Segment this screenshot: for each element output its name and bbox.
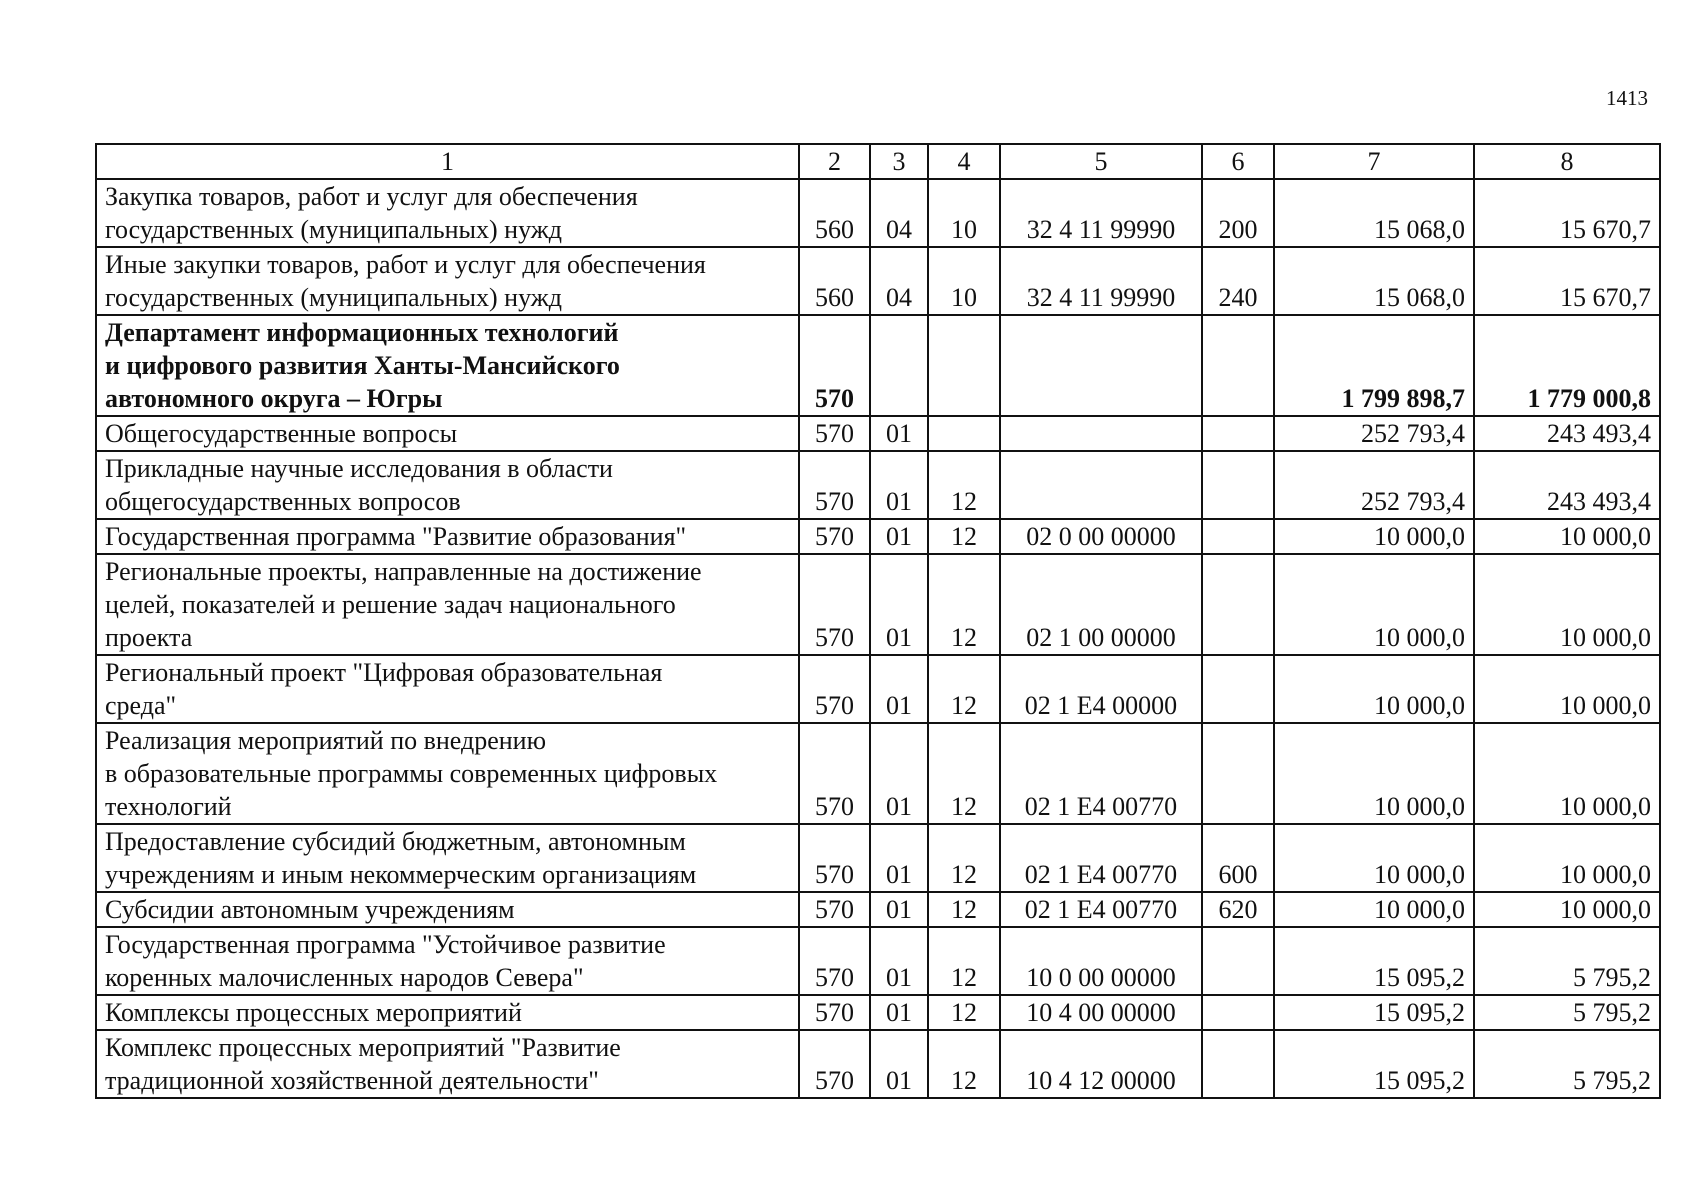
cell-amount-year2: 10 000,0: [1474, 723, 1660, 824]
cell-ministry-code: 570: [799, 451, 870, 519]
cell-name: Региональный проект "Цифровая образовательная среда": [96, 655, 799, 723]
cell-amount-year2: 15 670,7: [1474, 179, 1660, 247]
cell-name: Субсидии автономным учреждениям: [96, 892, 799, 927]
cell-ministry-code: 560: [799, 179, 870, 247]
cell-expense-type: [1202, 554, 1274, 655]
cell-expense-type: [1202, 1030, 1274, 1098]
cell-ministry-code: 570: [799, 655, 870, 723]
cell-section: 01: [870, 927, 928, 995]
cell-subsection: 12: [928, 723, 1000, 824]
cell-ministry-code: 570: [799, 995, 870, 1030]
cell-section: 01: [870, 995, 928, 1030]
cell-section: 01: [870, 519, 928, 554]
cell-expense-type: [1202, 655, 1274, 723]
col-header-2: 2: [799, 144, 870, 179]
table-row: [96, 519, 1660, 554]
cell-subsection: 12: [928, 554, 1000, 655]
cell-amount-year1: 252 793,4: [1274, 451, 1474, 519]
table-row: [96, 892, 1660, 927]
cell-name: Департамент информационных технологий и цифрового развития Ханты-Мансийского автономного округа – Югры: [96, 315, 799, 416]
cell-section: 01: [870, 416, 928, 451]
table-row: [96, 824, 1660, 892]
cell-name: Государственная программа "Развитие образования": [96, 519, 799, 554]
table-row: [96, 315, 1660, 416]
cell-amount-year1: 1 799 898,7: [1274, 315, 1474, 416]
cell-section: 04: [870, 179, 928, 247]
cell-ministry-code: 560: [799, 247, 870, 315]
cell-target-article: 02 1 00 00000: [1000, 554, 1202, 655]
cell-subsection: 12: [928, 995, 1000, 1030]
cell-expense-type: [1202, 451, 1274, 519]
cell-subsection: 12: [928, 519, 1000, 554]
cell-target-article: 32 4 11 99990: [1000, 247, 1202, 315]
cell-expense-type: [1202, 416, 1274, 451]
cell-target-article: 10 0 00 00000: [1000, 927, 1202, 995]
cell-target-article: 02 1 Е4 00770: [1000, 723, 1202, 824]
cell-expense-type: [1202, 723, 1274, 824]
cell-subsection: 12: [928, 892, 1000, 927]
cell-ministry-code: 570: [799, 315, 870, 416]
cell-ministry-code: 570: [799, 824, 870, 892]
col-header-7: 7: [1274, 144, 1474, 179]
col-header-5: 5: [1000, 144, 1202, 179]
cell-amount-year1: 10 000,0: [1274, 554, 1474, 655]
cell-amount-year1: 15 095,2: [1274, 927, 1474, 995]
cell-expense-type: 620: [1202, 892, 1274, 927]
cell-expense-type: [1202, 519, 1274, 554]
cell-subsection: 12: [928, 824, 1000, 892]
col-header-4: 4: [928, 144, 1000, 179]
cell-target-article: 10 4 00 00000: [1000, 995, 1202, 1030]
cell-expense-type: 200: [1202, 179, 1274, 247]
col-header-1: 1: [96, 144, 799, 179]
cell-subsection: [928, 416, 1000, 451]
cell-amount-year2: 243 493,4: [1474, 451, 1660, 519]
cell-subsection: 12: [928, 927, 1000, 995]
table-row: [96, 723, 1660, 824]
cell-name: Комплекс процессных мероприятий "Развитие традиционной хозяйственной деятельности": [96, 1030, 799, 1098]
cell-subsection: [928, 315, 1000, 416]
cell-subsection: 10: [928, 179, 1000, 247]
table-row: [96, 655, 1660, 723]
cell-section: 01: [870, 1030, 928, 1098]
table-row: [96, 451, 1660, 519]
cell-amount-year2: 10 000,0: [1474, 892, 1660, 927]
cell-section: 01: [870, 723, 928, 824]
cell-amount-year1: 15 068,0: [1274, 247, 1474, 315]
cell-amount-year1: 10 000,0: [1274, 892, 1474, 927]
cell-ministry-code: 570: [799, 416, 870, 451]
cell-name: Комплексы процессных мероприятий: [96, 995, 799, 1030]
budget-table: [95, 143, 1661, 1099]
cell-expense-type: 240: [1202, 247, 1274, 315]
cell-ministry-code: 570: [799, 1030, 870, 1098]
cell-expense-type: [1202, 315, 1274, 416]
cell-expense-type: [1202, 927, 1274, 995]
cell-amount-year2: 1 779 000,8: [1474, 315, 1660, 416]
table-row: [96, 927, 1660, 995]
table-row: [96, 247, 1660, 315]
cell-amount-year1: 10 000,0: [1274, 519, 1474, 554]
cell-name: Прикладные научные исследования в области общегосударственных вопросов: [96, 451, 799, 519]
cell-expense-type: [1202, 995, 1274, 1030]
table-row: [96, 995, 1660, 1030]
cell-subsection: 10: [928, 247, 1000, 315]
header-row: [96, 144, 1660, 179]
cell-amount-year2: 10 000,0: [1474, 554, 1660, 655]
cell-ministry-code: 570: [799, 892, 870, 927]
cell-target-article: [1000, 451, 1202, 519]
cell-amount-year1: 15 068,0: [1274, 179, 1474, 247]
cell-section: 04: [870, 247, 928, 315]
cell-target-article: [1000, 315, 1202, 416]
table-row: [96, 554, 1660, 655]
cell-section: 01: [870, 892, 928, 927]
cell-amount-year2: 243 493,4: [1474, 416, 1660, 451]
cell-amount-year2: 5 795,2: [1474, 1030, 1660, 1098]
cell-target-article: [1000, 416, 1202, 451]
cell-section: 01: [870, 451, 928, 519]
cell-name: Реализация мероприятий по внедрению в образовательные программы современных цифровых технологий: [96, 723, 799, 824]
cell-target-article: 02 1 Е4 00000: [1000, 655, 1202, 723]
cell-section: 01: [870, 554, 928, 655]
table-row: [96, 1030, 1660, 1098]
cell-name: Государственная программа "Устойчивое развитие коренных малочисленных народов Севера": [96, 927, 799, 995]
page-number: 1413: [1606, 86, 1648, 110]
cell-amount-year2: 15 670,7: [1474, 247, 1660, 315]
cell-amount-year2: 10 000,0: [1474, 824, 1660, 892]
cell-ministry-code: 570: [799, 519, 870, 554]
cell-amount-year2: 10 000,0: [1474, 655, 1660, 723]
cell-amount-year1: 10 000,0: [1274, 655, 1474, 723]
cell-amount-year2: 10 000,0: [1474, 519, 1660, 554]
cell-target-article: 02 0 00 00000: [1000, 519, 1202, 554]
cell-ministry-code: 570: [799, 927, 870, 995]
cell-amount-year1: 15 095,2: [1274, 1030, 1474, 1098]
cell-amount-year2: 5 795,2: [1474, 995, 1660, 1030]
cell-name: Региональные проекты, направленные на достижение целей, показателей и решение задач национального проекта: [96, 554, 799, 655]
cell-target-article: 32 4 11 99990: [1000, 179, 1202, 247]
cell-amount-year1: 15 095,2: [1274, 995, 1474, 1030]
cell-ministry-code: 570: [799, 554, 870, 655]
cell-amount-year1: 252 793,4: [1274, 416, 1474, 451]
cell-section: [870, 315, 928, 416]
cell-target-article: 10 4 12 00000: [1000, 1030, 1202, 1098]
table-row: [96, 179, 1660, 247]
cell-section: 01: [870, 655, 928, 723]
cell-subsection: 12: [928, 1030, 1000, 1098]
col-header-6: 6: [1202, 144, 1274, 179]
cell-name: Предоставление субсидий бюджетным, автономным учреждениям и иным некоммерческим организациям: [96, 824, 799, 892]
cell-name: Закупка товаров, работ и услуг для обеспечения государственных (муниципальных) нужд: [96, 179, 799, 247]
cell-amount-year1: 10 000,0: [1274, 723, 1474, 824]
cell-ministry-code: 570: [799, 723, 870, 824]
cell-target-article: 02 1 Е4 00770: [1000, 824, 1202, 892]
col-header-8: 8: [1474, 144, 1660, 179]
table-row: [96, 416, 1660, 451]
cell-amount-year2: 5 795,2: [1474, 927, 1660, 995]
cell-subsection: 12: [928, 451, 1000, 519]
cell-subsection: 12: [928, 655, 1000, 723]
table-body: [96, 179, 1660, 1098]
cell-amount-year1: 10 000,0: [1274, 824, 1474, 892]
cell-name: Иные закупки товаров, работ и услуг для обеспечения государственных (муниципальных) нужд: [96, 247, 799, 315]
cell-expense-type: 600: [1202, 824, 1274, 892]
cell-target-article: 02 1 Е4 00770: [1000, 892, 1202, 927]
cell-section: 01: [870, 824, 928, 892]
col-header-3: 3: [870, 144, 928, 179]
cell-name: Общегосударственные вопросы: [96, 416, 799, 451]
